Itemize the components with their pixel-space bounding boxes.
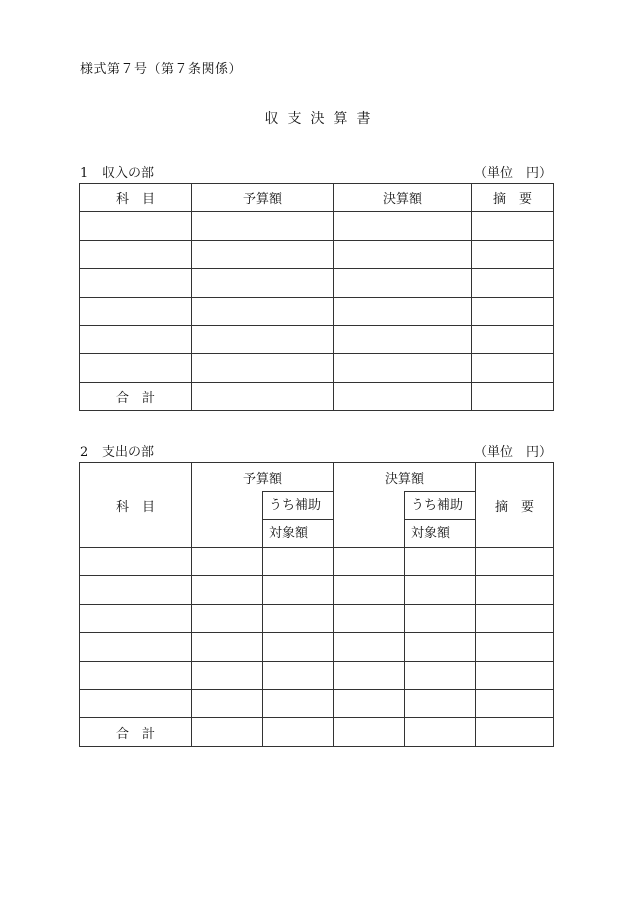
table-row: [80, 212, 554, 240]
table-cell[interactable]: [405, 604, 476, 632]
table-cell[interactable]: [263, 548, 334, 576]
table-cell[interactable]: [405, 633, 476, 661]
table-cell[interactable]: [476, 576, 554, 604]
income-col-item: 科 目: [80, 184, 192, 212]
table-cell[interactable]: [192, 354, 334, 382]
income-col-remarks: 摘 要: [472, 184, 554, 212]
table-cell[interactable]: [334, 661, 405, 689]
table-cell[interactable]: [405, 576, 476, 604]
table-cell[interactable]: [405, 718, 476, 746]
expense-section-number: 2: [80, 445, 89, 460]
table-cell[interactable]: [192, 576, 263, 604]
table-cell[interactable]: [263, 689, 334, 717]
expense-col-settlement: 決算額: [334, 463, 476, 492]
expense-total-label: 合 計: [80, 718, 192, 746]
table-cell[interactable]: [192, 633, 263, 661]
document-title: 収支決算書: [264, 111, 380, 127]
table-cell[interactable]: [192, 240, 334, 268]
table-cell[interactable]: [472, 269, 554, 297]
table-row: [80, 576, 554, 604]
table-cell[interactable]: [263, 718, 334, 746]
table-cell[interactable]: [192, 325, 334, 353]
table-cell: [192, 492, 263, 548]
table-cell[interactable]: [263, 576, 334, 604]
table-cell[interactable]: [472, 240, 554, 268]
table-cell: [334, 492, 405, 548]
expense-col-settlement-subsidy-line1: うち補助: [405, 492, 476, 520]
table-row: [80, 297, 554, 325]
table-row: [80, 269, 554, 297]
table-cell[interactable]: [472, 212, 554, 240]
table-cell[interactable]: [472, 325, 554, 353]
expense-header-row-1: [80, 463, 554, 492]
table-cell[interactable]: [334, 240, 472, 268]
table-row: [80, 354, 554, 382]
table-cell[interactable]: [192, 212, 334, 240]
table-cell[interactable]: [192, 661, 263, 689]
table-cell[interactable]: [192, 689, 263, 717]
table-cell[interactable]: [192, 269, 334, 297]
table-cell[interactable]: [334, 548, 405, 576]
income-section-heading: [80, 162, 552, 181]
table-cell[interactable]: [334, 718, 405, 746]
table-cell[interactable]: [405, 661, 476, 689]
expense-table: [79, 462, 554, 747]
form-number: 様式第７号（第７条関係）: [80, 62, 243, 77]
table-cell[interactable]: [334, 297, 472, 325]
table-cell[interactable]: [192, 718, 263, 746]
expense-col-budget-subsidy-line2: 対象額: [263, 520, 334, 548]
income-section-number: 1: [80, 166, 89, 181]
table-cell[interactable]: [80, 633, 192, 661]
income-col-budget: 予算額: [192, 184, 334, 212]
table-cell[interactable]: [80, 269, 192, 297]
table-cell[interactable]: [80, 325, 192, 353]
table-cell[interactable]: [263, 661, 334, 689]
income-col-settlement: 決算額: [334, 184, 472, 212]
table-cell[interactable]: [80, 576, 192, 604]
table-cell[interactable]: [472, 354, 554, 382]
table-cell[interactable]: [80, 661, 192, 689]
expense-col-budget-subsidy-line1: うち補助: [263, 492, 334, 520]
expense-col-settlement-subsidy-line2: 対象額: [405, 520, 476, 548]
table-cell[interactable]: [334, 633, 405, 661]
table-cell[interactable]: [476, 548, 554, 576]
income-section-title: 収入の部: [102, 166, 155, 181]
table-cell[interactable]: [476, 633, 554, 661]
table-cell[interactable]: [192, 297, 334, 325]
table-cell[interactable]: [334, 382, 472, 410]
table-cell[interactable]: [263, 604, 334, 632]
table-cell[interactable]: [80, 240, 192, 268]
table-cell[interactable]: [476, 661, 554, 689]
table-cell[interactable]: [80, 297, 192, 325]
table-row: [80, 240, 554, 268]
table-cell[interactable]: [80, 354, 192, 382]
expense-unit-label: （単位 円）: [473, 445, 552, 460]
table-cell[interactable]: [80, 604, 192, 632]
table-cell[interactable]: [476, 718, 554, 746]
expense-col-item: 科 目: [80, 463, 192, 548]
expense-section-heading: [80, 441, 552, 460]
table-cell[interactable]: [472, 382, 554, 410]
table-cell[interactable]: [192, 548, 263, 576]
income-header-row: [80, 184, 554, 212]
expense-total-row: [80, 718, 554, 746]
expense-section-title: 支出の部: [102, 445, 155, 460]
table-cell[interactable]: [192, 604, 263, 632]
table-cell[interactable]: [263, 633, 334, 661]
table-row: [80, 633, 554, 661]
table-cell[interactable]: [476, 604, 554, 632]
table-row: [80, 661, 554, 689]
table-cell[interactable]: [192, 382, 334, 410]
table-cell[interactable]: [80, 689, 192, 717]
table-cell[interactable]: [334, 604, 405, 632]
table-cell[interactable]: [405, 689, 476, 717]
table-cell[interactable]: [334, 325, 472, 353]
table-row: [80, 325, 554, 353]
table-row: [80, 689, 554, 717]
table-cell[interactable]: [334, 212, 472, 240]
income-total-label: 合 計: [80, 382, 192, 410]
expense-col-budget: 予算額: [192, 463, 334, 492]
table-cell[interactable]: [334, 354, 472, 382]
table-cell[interactable]: [334, 576, 405, 604]
table-cell[interactable]: [476, 689, 554, 717]
table-cell[interactable]: [472, 297, 554, 325]
income-unit-label: （単位 円）: [473, 166, 552, 181]
table-cell[interactable]: [80, 548, 192, 576]
table-cell[interactable]: [405, 548, 476, 576]
income-table: [79, 183, 554, 411]
table-row: [80, 548, 554, 576]
table-cell[interactable]: [334, 689, 405, 717]
table-cell[interactable]: [334, 269, 472, 297]
income-total-row: [80, 382, 554, 410]
table-row: [80, 604, 554, 632]
expense-col-remarks: 摘 要: [476, 463, 554, 548]
table-cell[interactable]: [80, 212, 192, 240]
